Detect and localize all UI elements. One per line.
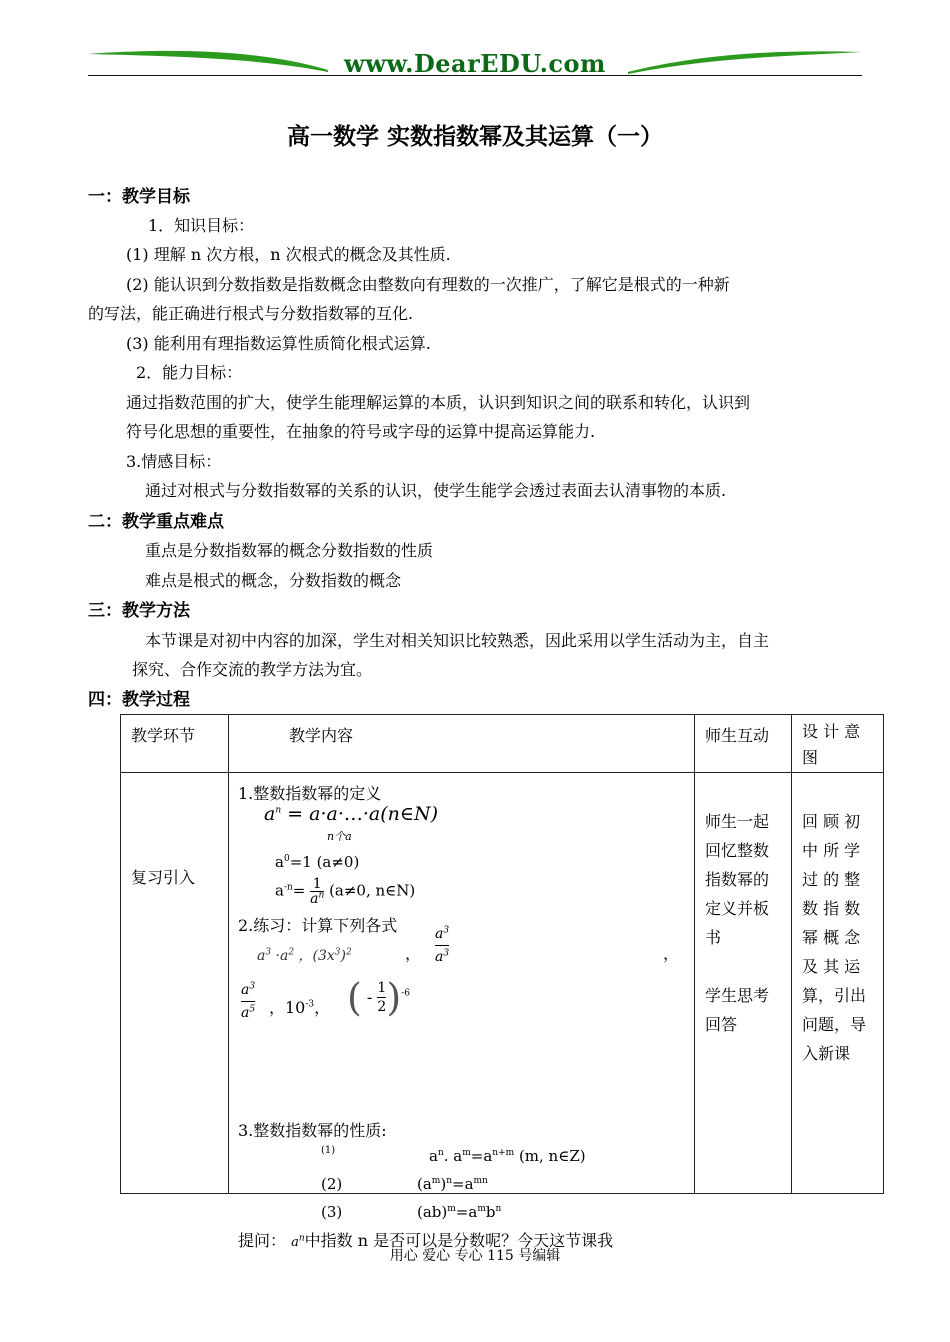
key-point-text: 重点是分数指数幂的概念分数指数的性质 [145,541,434,560]
interaction-line: 回答 [705,1015,738,1034]
purpose-line: 入新课 [802,1044,851,1063]
knowledge-goal-3: (3) 能利用有理指数运算性质简化根式运算. [126,334,431,353]
emotion-goal-text: 通过对根式与分数指数幂的关系的认识，使学生能学会透过表面去认清事物的本质. [145,481,727,500]
knowledge-goal-2a: (2) 能认识到分数指数是指数概念由整数向有理数的一次推广，了解它是根式的一种新 [126,275,730,294]
emotion-goal-title: 3.情感目标： [126,452,222,471]
purpose-line: 中 所 学 [802,841,861,860]
cell-content: 1.整数指数幂的定义 $a^n$ = a·a·…·a(n∈N) n个a $a^0=1$ (a≠0) $a^{-n}=$ $\frac{1}{a^n}$ (a≠0, n∈N) 2.练习：计算下列各式 $a^3 \cdot a^2$ ，$(3x^3)^2$ ， $a^3$ $a^3$ ， $a^3$ $a^5$ ，$10^{-3}$， ( - $\frac{1}{2}$ )$^{-6}$ 3.整数指数幂的性质: (1) $a^n$. $a^m=a^{n+m}$ (m, n∈Z) (2) $(a^m)^n=a^{mn}$ (3) $(ab)^m=a^mb^n$ 提问： $a^n$中指数 n 是否可以是分数呢？今天这节课我 [229,773,695,1194]
header-rule [88,75,862,76]
ability-goal-title: 2．能力目标： [136,363,243,382]
interaction-line: 指数幂的 [705,870,770,889]
page-title: 高一数学 实数指数幂及其运算（一） [286,124,663,150]
property-2: $(a^m)^n=a^{mn}$ [417,1175,488,1193]
content-item-3: 3.整数指数幂的性质: [238,1121,387,1140]
purpose-line: 数 指 数 [802,899,861,918]
exercise-1: $a^3 \cdot a^2$ ，$(3x^3)^2$ [257,947,352,964]
interaction-line: 定义并板 [705,899,770,918]
exercise-3: $a^3$ $a^3$ [435,923,449,968]
interaction-line: 回忆整数 [705,841,770,860]
exercise-6: ( - $\frac{1}{2}$ )$^{-6}$ [347,975,410,1020]
property-1: $a^n$. $a^m=a^{n+m}$ (m, n∈Z) [429,1147,586,1165]
purpose-line: 问题，导 [802,1015,867,1034]
exercise-5: ，$10^{-3}$， [269,998,331,1017]
teaching-process-table [120,714,884,1250]
integer-power-definition: $a^n$ = a·a·…·a(n∈N) [264,803,438,825]
method-text-2: 探究、合作交流的教学方法为宜。 [132,660,373,679]
header-stage: 教学环节 [121,715,229,773]
question-text: 提问： $a^n$中指数 n 是否可以是分数呢？今天这节课我 [238,1231,614,1250]
purpose-line: 算，引出 [802,986,867,1005]
purpose-line: 及 其 运 [802,957,861,976]
property-1-number: (1) [321,1145,336,1156]
header-content: 教学内容 [229,715,695,773]
interaction-line: 学生思考 [705,986,770,1005]
section-heading-objectives: 一：教学目标 [88,187,190,207]
section-heading-process: 四：教学过程 [88,690,190,710]
header-interaction: 师生互动 [695,715,792,773]
interaction-line: 书 [705,928,722,947]
knowledge-goal-2b: 的写法，能正确进行根式与分数指数幂的互化. [88,304,414,323]
property-3: $(ab)^m=a^mb^n$ [417,1203,502,1221]
zero-power-rule: $a^0=1$ (a≠0) [275,853,360,871]
cell-purpose [792,773,884,1194]
ability-goal-text-2: 符号化思想的重要性，在抽象的符号或字母的运算中提高运算能力. [126,422,596,441]
ability-goal-text-1: 通过指数范围的扩大，使学生能理解运算的本质，认识到知识之间的联系和转化，认识到 [126,393,751,412]
property-2-number: (2) [321,1175,343,1193]
content-item-1: 1.整数指数幂的定义 [238,784,382,803]
cell-interaction [695,773,792,1194]
section-heading-key-points: 二：教学重点难点 [88,512,224,532]
knowledge-goal-title: 1．知识目标： [148,216,255,235]
purpose-line: 回 顾 初 [802,812,861,831]
negative-power-rule: $a^{-n}=$ $\frac{1}{a^n}$ (a≠0, n∈N) [275,876,416,907]
cell-stage: 复习引入 [121,773,229,1194]
site-logo[interactable]: www.DearEDU.com [344,49,606,78]
purpose-line: 过 的 整 [802,870,861,889]
purpose-line: 幂 概 念 [802,928,861,947]
content-item-2: 2.练习：计算下列各式 [238,916,398,935]
n-a-underbrace: n个a [327,830,352,843]
property-3-number: (3) [321,1203,343,1221]
difficult-point-text: 难点是根式的概念，分数指数的概念 [145,571,402,590]
exercise-4: $a^3$ $a^5$ [241,979,255,1024]
section-heading-method: 三：教学方法 [88,601,190,621]
interaction-line: 师生一起 [705,812,770,831]
knowledge-goal-1: (1) 理解 n 次方根，n 次根式的概念及其性质. [126,245,451,264]
page-footer: 用心 爱心 专心 115 号编辑 [389,1248,561,1264]
header-purpose: 设 计 意图 [792,715,884,773]
method-text-1: 本节课是对初中内容的加深，学生对相关知识比较熟悉，因此采用以学生活动为主，自主 [145,631,770,650]
